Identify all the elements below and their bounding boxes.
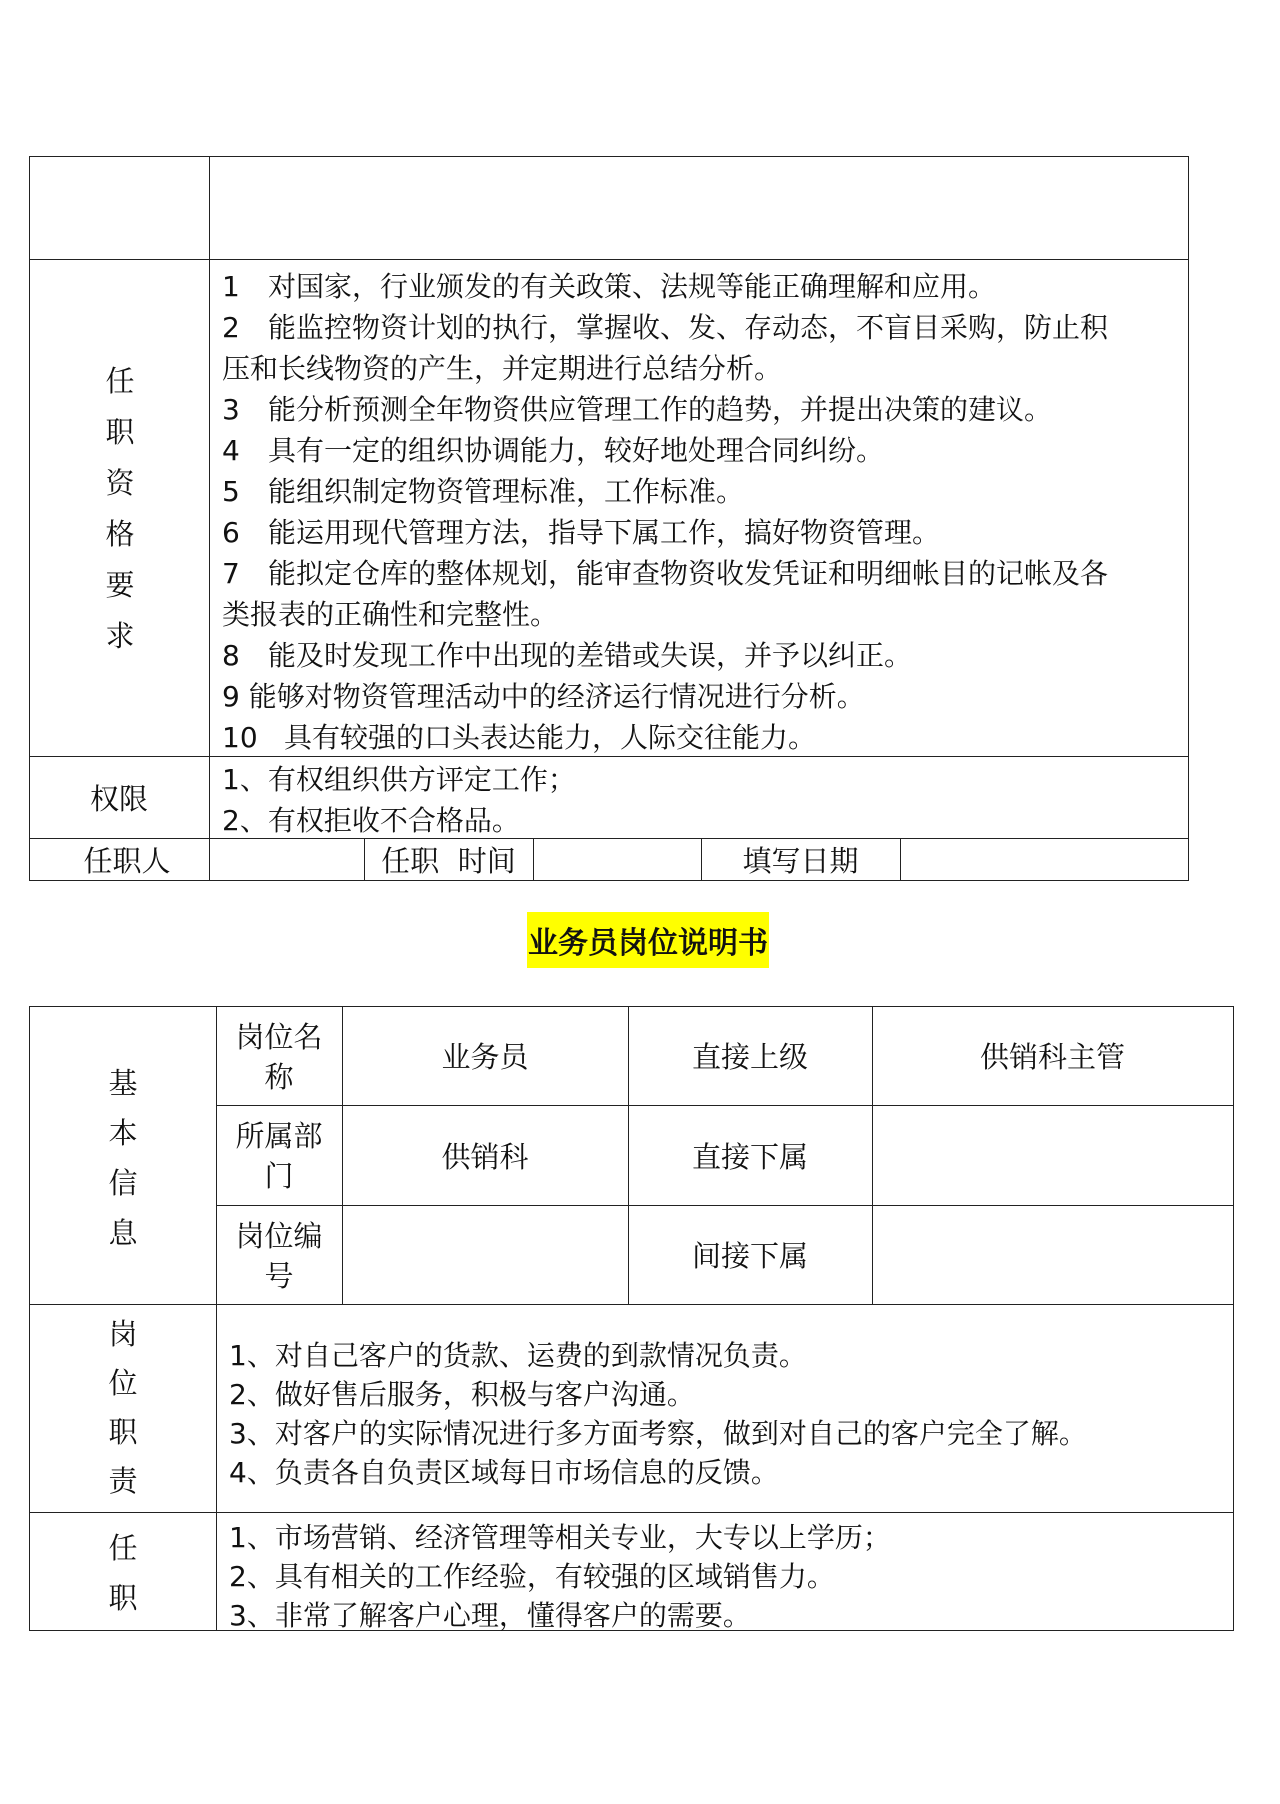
qualification-item bbox=[222, 265, 996, 305]
authority-item: 2、有权拒收不合格品。 bbox=[222, 804, 520, 837]
post-duties-label: 岗 位 职 责 bbox=[108, 1317, 138, 1498]
page-title: 业务员岗位说明书 bbox=[527, 912, 769, 968]
qualification-text: 对国家，行业颁发的有关政策、法规等能正确理解和应用。 bbox=[268, 270, 997, 303]
duty-item: 1、对自己客户的货款、运费的到款情况负责。 bbox=[229, 1339, 807, 1372]
qualification-item bbox=[222, 675, 865, 715]
table-border bbox=[1188, 156, 1189, 881]
table-border bbox=[29, 880, 1189, 881]
qualification-text: 能分析预测全年物资供应管理工作的趋势，并提出决策的建议。 bbox=[268, 393, 1053, 426]
qualification-item bbox=[222, 470, 744, 510]
qualification-number: 10 bbox=[222, 721, 258, 754]
authority-label: 权限 bbox=[89, 781, 148, 816]
qualification-text: 能拟定仓库的整体规划，能审查物资收发凭证和明细帐目的记帐及各 bbox=[268, 557, 1109, 590]
table-border bbox=[29, 156, 1189, 157]
qualification-item bbox=[222, 388, 1052, 428]
requirements-label: 任 职 bbox=[108, 1531, 138, 1615]
fill-date-label: 填写日期 bbox=[742, 843, 859, 878]
department-label: 所属部 门 bbox=[235, 1119, 323, 1193]
qualification-text: 类报表的正确性和完整性。 bbox=[222, 598, 559, 631]
qualification-text: 压和长线物资的产生，并定期进行总结分析。 bbox=[222, 352, 783, 385]
qualification-number: 6 bbox=[222, 516, 240, 549]
qualification-item bbox=[222, 306, 1108, 346]
qualification-item bbox=[222, 429, 884, 469]
qualification-number: 5 bbox=[222, 475, 240, 508]
qualification-item bbox=[222, 511, 940, 551]
post-number-label: 岗位编 号 bbox=[235, 1219, 323, 1293]
qualification-item bbox=[222, 347, 782, 387]
direct-superior-value: 供销科主管 bbox=[979, 1040, 1125, 1074]
qualification-item bbox=[222, 716, 816, 756]
tenure-label: 任职 时间 bbox=[381, 843, 516, 878]
qualification-text: 具有一定的组织协调能力，较好地处理合同纠纷。 bbox=[268, 434, 885, 467]
table-border bbox=[1233, 1006, 1234, 1631]
duty-item: 4、负责各自负责区域每日市场信息的反馈。 bbox=[229, 1456, 779, 1489]
qualification-item bbox=[222, 552, 1108, 592]
qualification-text: 能组织制定物资管理标准，工作标准。 bbox=[268, 475, 745, 508]
incumbent-label: 任职人 bbox=[83, 843, 171, 878]
qualification-text: 具有较强的口头表达能力，人际交往能力。 bbox=[284, 721, 817, 754]
qualification-number: 2 bbox=[222, 311, 240, 344]
qualification-text: 能运用现代管理方法，指导下属工作，搞好物资管理。 bbox=[268, 516, 941, 549]
duty-item: 2、做好售后服务，积极与客户沟通。 bbox=[229, 1378, 695, 1411]
direct-subordinate-label: 直接下属 bbox=[691, 1139, 808, 1174]
table-border bbox=[29, 1512, 1234, 1513]
indirect-subordinate-label: 间接下属 bbox=[691, 1239, 808, 1273]
authority-item: 1、有权组织供方评定工作； bbox=[222, 763, 576, 796]
table-border bbox=[29, 259, 1189, 260]
qualification-requirements-label: 任 职 资 格 要 求 bbox=[105, 364, 135, 653]
direct-superior-label: 直接上级 bbox=[691, 1040, 808, 1074]
qualification-text: 9 能够对物资管理活动中的经济运行情况进行分析。 bbox=[222, 680, 865, 713]
post-name-label: 岗位名 称 bbox=[235, 1020, 323, 1094]
requirement-item: 1、市场营销、经济管理等相关专业，大专以上学历； bbox=[229, 1521, 891, 1554]
qualification-text: 能监控物资计划的执行，掌握收、发、存动态，不盲目采购，防止积 bbox=[268, 311, 1109, 344]
table-border bbox=[900, 838, 901, 880]
qualification-number: 4 bbox=[222, 434, 240, 467]
qualification-number: 8 bbox=[222, 639, 240, 672]
table-border bbox=[29, 1006, 30, 1631]
qualification-number: 1 bbox=[222, 270, 240, 303]
requirement-item: 2、具有相关的工作经验，有较强的区域销售力。 bbox=[229, 1560, 835, 1593]
table-border bbox=[209, 156, 210, 881]
table-border bbox=[29, 1304, 1234, 1305]
department-value: 供销科 bbox=[441, 1139, 529, 1174]
requirement-item: 3、非常了解客户心理，懂得客户的需要。 bbox=[229, 1599, 751, 1632]
qualification-item bbox=[222, 593, 558, 633]
post-name-value: 业务员 bbox=[441, 1040, 529, 1074]
table-border bbox=[533, 838, 534, 880]
basic-info-label: 基 本 信 息 bbox=[108, 1066, 138, 1250]
qualification-item bbox=[222, 634, 912, 674]
duty-item: 3、对客户的实际情况进行多方面考察，做到对自己的客户完全了解。 bbox=[229, 1417, 1087, 1450]
table-border bbox=[216, 1006, 217, 1631]
qualification-number: 7 bbox=[222, 557, 240, 590]
qualification-number: 3 bbox=[222, 393, 240, 426]
qualification-text: 能及时发现工作中出现的差错或失误，并予以纠正。 bbox=[268, 639, 913, 672]
